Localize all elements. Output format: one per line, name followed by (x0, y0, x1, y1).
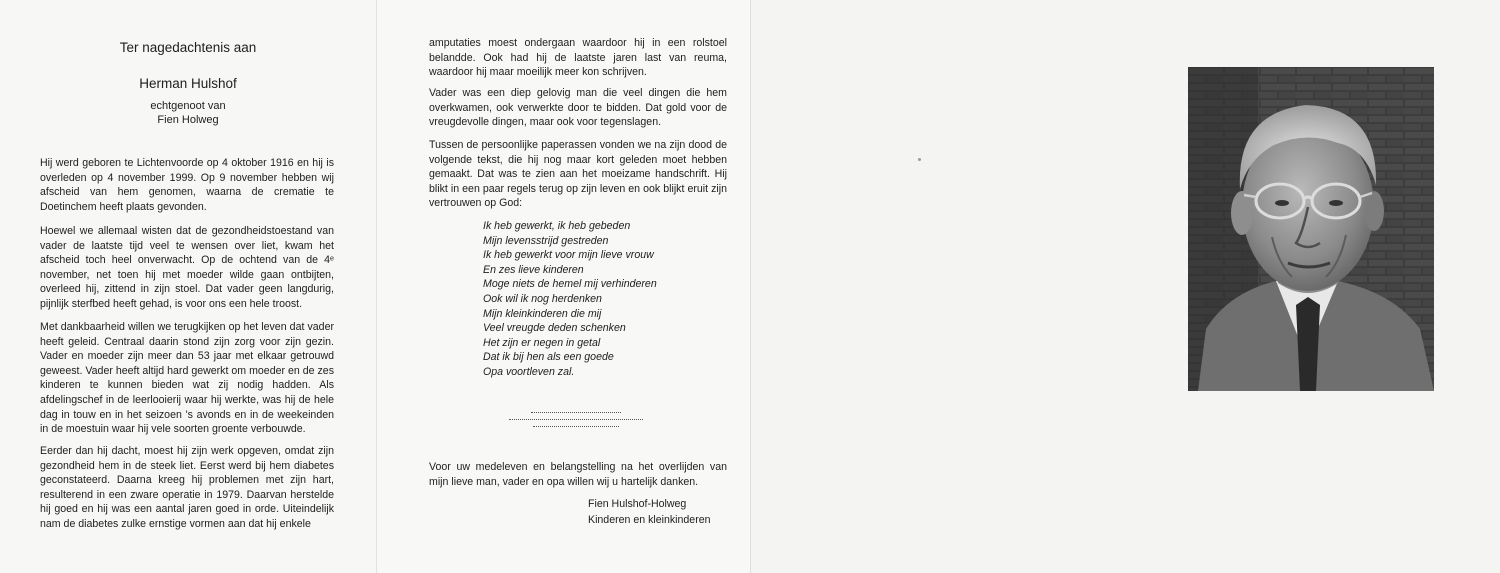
poem-line: Ook wil ik nog herdenken (483, 292, 602, 305)
card-panel-left (0, 0, 376, 573)
signature-widow: Fien Hulshof-Holweg (588, 498, 687, 510)
divider-line-bottom (533, 426, 619, 427)
poem-line: Moge niets de hemel mij verhinderen (483, 278, 657, 291)
poem-line: Ik heb gewerkt, ik heb gebeden (483, 220, 631, 232)
spouse-name: Fien Holweg (157, 114, 219, 126)
deceased-name: Herman Hulshof (139, 76, 237, 91)
signature-family: Kinderen en kleinkinderen (588, 514, 711, 526)
divider-line-middle (509, 419, 643, 420)
in-memory-heading: Ter nagedachtenis aan (119, 40, 257, 55)
poem-line: Opa voortleven zal. (483, 365, 575, 378)
poem-line: Het zijn er negen in getal (483, 336, 601, 349)
portrait-image (1188, 67, 1434, 391)
poem-line: Mijn kleinkinderen die mij (483, 307, 602, 320)
paragraph-health: Eerder dan hij dacht, moest hij zijn werk opgeven, omdat zijn gezondheid hem in de steek liet. Eerst werd bij hem diabetes geconstateerd. Daarna kreeg hij problemen met zijn hart, resulterend in een zware operatie in 1979. Daarvan herstelde hij goed en hij was een aantal jaren goed in orde. Uiteindelijk nam de diabetes zulke ernstige vormen aan dat hij enkele (40, 445, 334, 530)
paragraph-faith: Vader was een diep gelovig man die veel dingen die hem overkwamen, ook verwerkte door te bidden. Dat gold voor de vreugdevolle dingen, maar ook voor tegenslagen. (429, 87, 727, 129)
divider-line-top (531, 412, 621, 413)
paragraph-amputation: amputaties moest ondergaan waardoor hij in een rolstoel belandde. Ook had hij de laatste jaren last van reuma, waardoor hij maar moeilijk meer kon schrijven. (429, 37, 727, 79)
paragraph-farewell: Hoewel we allemaal wisten dat de gezondheidstoestand van vader de laatste tijd veel te wensen over liet, kwam het afscheid toch heel onverwacht. Op de ochtend van de 4ᵉ november, net toen hij met moeder wilde gaan ontbijten, overleed hij, zittend in zijn stoel. Dat vader geen langdurig, pijnlijk sterfbed heeft gehad, is voor ons een hele troost. (40, 225, 334, 310)
card-panel-middle (376, 0, 750, 573)
poem-line: Veel vreugde deden schenken (483, 322, 626, 335)
poem-line: Dat ik bij hen als een goede (483, 351, 614, 364)
poem-line: Mijn levensstrijd gestreden (483, 234, 609, 247)
portrait-photo (1188, 67, 1434, 391)
poem-line: Ik heb gewerkt voor mijn lieve vrouw (483, 249, 654, 262)
poem (483, 219, 657, 380)
spouse-relation: echtgenoot van (150, 100, 226, 112)
paragraph-birth-death: Hij werd geboren te Lichtenvoorde op 4 oktober 1916 en hij is overleden op 4 november 1999. Op 9 november hebben wij afscheid van hem genomen, waarna de crematie te Doetinchem heeft plaats gevonden. (40, 157, 334, 213)
paragraph-papers: Tussen de persoonlijke paperassen vonden we na zijn dood de volgende tekst, die hij nog maar kort geleden moet hebben gemaakt. Dat was te zien aan het moeizame handschrift. Hij blikt in een paar regels terug op zijn leven en ook blijkt eruit zijn vertrouwen op God: (429, 139, 727, 210)
poem-line: En zes lieve kinderen (483, 263, 584, 276)
paper-speck (918, 158, 921, 161)
paragraph-gratitude: Met dankbaarheid willen we terugkijken op het leven dat vader heeft geleid. Centraal daarin stond zijn zorg voor zijn gezin. Vader en moeder zijn meer dan 53 jaar met elkaar getrouwd geweest. Vader heeft altijd hard gewerkt om moeder en de zes kinderen te kunnen bieden wat zij nodig hadden. Als afdelingschef in de leerlooierij waar hij werkte, was hij de hele dag in touw en in het seizoen 's avonds en in de weekeinden in de moestuin waar hij vele soorten groente verbouwde. (40, 321, 334, 436)
paragraph-thanks: Voor uw medeleven en belangstelling na het overlijden van mijn lieve man, vader en opa willen wij u hartelijk danken. (429, 461, 727, 488)
